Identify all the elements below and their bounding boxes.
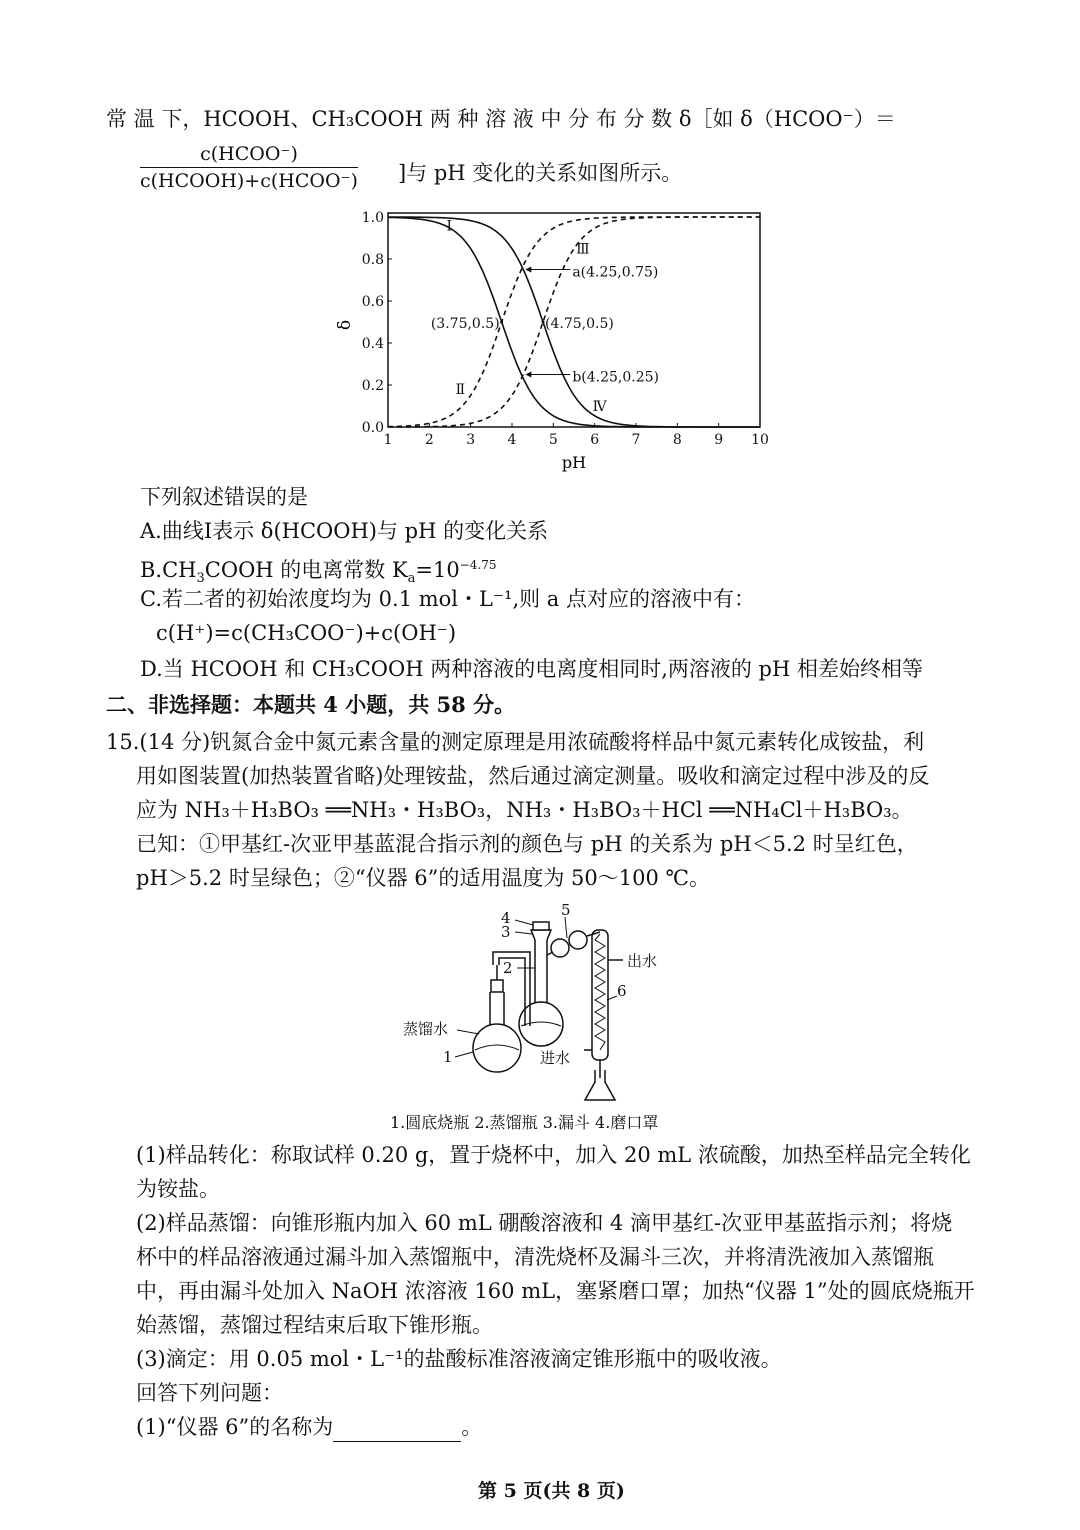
apparatus-label-6: 6 xyxy=(617,982,627,1000)
x-tick-label: 3 xyxy=(466,432,476,448)
option-c: C.若二者的初始浓度均为 0.1 mol・L⁻¹,则 a 点对应的溶液中有： xyxy=(140,587,756,611)
x-tick-label: 9 xyxy=(714,432,724,448)
x-tick-label: 7 xyxy=(631,432,641,448)
y-tick-label: 0.0 xyxy=(361,420,384,436)
step1-line2: 为铵盐。 xyxy=(136,1177,220,1201)
option-b: $B.CH_3COOH$ 的电离常数 $K_a=10^{-4.75}$ xyxy=(140,558,497,587)
step2-line2: 杯中的样品溶液通过漏斗加入蒸馏瓶中，清洗烧杯及漏斗三次，并将清洗液加入蒸馏瓶 xyxy=(136,1245,934,1269)
apparatus-label-4: 4 xyxy=(501,909,511,927)
x-tick-label: 10 xyxy=(751,432,769,448)
x-tick-label: 4 xyxy=(507,432,517,448)
curve-label-Ⅳ: Ⅳ xyxy=(592,399,607,415)
answer-blank[interactable] xyxy=(333,1419,461,1442)
q14-fraction xyxy=(140,143,358,192)
x-tick-label: 2 xyxy=(424,432,434,448)
apparatus-label-water-out: 出水 xyxy=(627,952,658,970)
q15-line1: 15.(14 分)钒氮合金中氮元素含量的测定原理是用浓硫酸将样品中氮元素转化成铵盐，利 xyxy=(106,730,925,754)
y-tick-label: 0.4 xyxy=(361,336,384,352)
option-a: A.曲线Ⅰ表示 δ(HCOOH)与 pH 的变化关系 xyxy=(140,519,549,543)
annotation-label: (4.75,0.5) xyxy=(545,316,614,332)
y-tick-label: 0.2 xyxy=(361,378,384,394)
x-tick-label: 1 xyxy=(383,432,393,448)
section-title: 二、非选择题：本题共 4 小题，共 58 分。 xyxy=(106,692,516,717)
annotation-label: b(4.25,0.25) xyxy=(572,369,660,386)
x-tick-label: 8 xyxy=(672,432,682,448)
sub-question-1: (1)“仪器 6”的名称为 。 xyxy=(136,1412,482,1442)
step2-line1: (2)样品蒸馏：向锥形瓶内加入 60 mL 硼酸溶液和 4 滴甲基红-次亚甲基蓝指示剂；将烧 xyxy=(136,1211,953,1235)
step2-line3: 中，再由漏斗处加入 NaOH 浓溶液 160 mL，塞紧磨口罩；加热“仪器 1”处的圆底烧瓶开 xyxy=(136,1279,975,1303)
bulb-2 xyxy=(569,931,587,949)
page-footer: 第 5 页(共 8 页) xyxy=(478,1480,625,1502)
curve-label-Ⅱ: Ⅱ xyxy=(455,382,466,399)
step2-line4: 始蒸馏，蒸馏过程结束后取下锥形瓶。 xyxy=(136,1313,493,1337)
distillation-apparatus xyxy=(395,900,715,1110)
apparatus-label-water-in: 进水 xyxy=(540,1049,571,1067)
annotation-label: a(4.25,0.75) xyxy=(572,264,659,281)
x-tick-label: 6 xyxy=(590,432,600,448)
annotation-label: (3.75,0.5) xyxy=(430,316,500,332)
q14-stem-line2: ]与 pH 变化的关系如图所示。 xyxy=(398,161,683,185)
q15-line4: 已知：①甲基红-次亚甲基蓝混合指示剂的颜色与 pH 的关系为 pH＜5.2 时呈红色， xyxy=(136,832,918,856)
curve-label-Ⅲ: Ⅲ xyxy=(576,241,590,258)
apparatus-label-2: 2 xyxy=(503,959,513,977)
y-axis-label: δ xyxy=(335,319,355,331)
option-d: D.当 HCOOH 和 CH₃COOH 两种溶液的电离度相同时,两溶液的 pH 相差始终相等 xyxy=(140,657,923,681)
distribution-chart xyxy=(330,205,790,475)
q15-line2: 用如图装置(加热装置省略)处理铵盐，然后通过滴定测量。吸收和滴定过程中涉及的反 xyxy=(136,764,930,788)
fraction-denominator: c(HCOOH)+c(HCOO⁻) xyxy=(140,170,358,192)
apparatus-label-3: 3 xyxy=(501,923,511,941)
apparatus-label-5: 5 xyxy=(561,901,571,919)
arrow-head xyxy=(525,372,531,378)
curve-label-Ⅰ: Ⅰ xyxy=(446,218,453,235)
y-tick-label: 0.6 xyxy=(361,294,384,310)
step3: (3)滴定：用 0.05 mol・L⁻¹的盐酸标准溶液滴定锥形瓶中的吸收液。 xyxy=(136,1347,782,1371)
y-tick-label: 0.8 xyxy=(361,252,384,268)
bulb-1 xyxy=(551,939,569,957)
option-c-equation: c(H⁺)=c(CH₃COO⁻)+c(OH⁻) xyxy=(156,621,457,645)
x-axis-label: pH xyxy=(561,453,587,472)
arrow-head xyxy=(525,267,531,273)
q15-line3: 应为 NH₃＋H₃BO₃ ══NH₃・H₃BO₃，NH₃・H₃BO₃＋HCl ══NH₄Cl＋H₃BO₃。 xyxy=(136,798,913,822)
q15-line5: pH＞5.2 时呈绿色；②“仪器 6”的适用温度为 50～100 ℃。 xyxy=(136,866,710,890)
x-tick-label: 5 xyxy=(548,432,558,448)
thermometer-stopper xyxy=(491,980,503,992)
apparatus-label-1: 1 xyxy=(443,1048,453,1066)
annotation-point xyxy=(500,321,503,324)
ground-cap xyxy=(533,922,549,930)
fraction-numerator: c(HCOO⁻) xyxy=(140,143,358,168)
step1-line1: (1)样品转化：称取试样 0.20 g，置于烧杯中，加入 20 mL 浓硫酸，加热至样品完全转化 xyxy=(136,1143,971,1167)
apparatus-caption: 1.圆底烧瓶 2.蒸馏瓶 3.漏斗 4.磨口罩 xyxy=(390,1113,659,1132)
y-tick-label: 1.0 xyxy=(361,210,384,226)
answer-prompt: 回答下列问题： xyxy=(136,1381,283,1405)
q14-prompt: 下列叙述错误的是 xyxy=(140,485,308,509)
q14-stem-line1: 常 温 下，HCOOH、CH₃COOH 两 种 溶 液 中 分 布 分 数 δ［如 δ（HCOO⁻）＝ xyxy=(106,107,896,131)
funnel xyxy=(531,930,551,940)
apparatus-label-distilled-water: 蒸馏水 xyxy=(403,1020,449,1038)
